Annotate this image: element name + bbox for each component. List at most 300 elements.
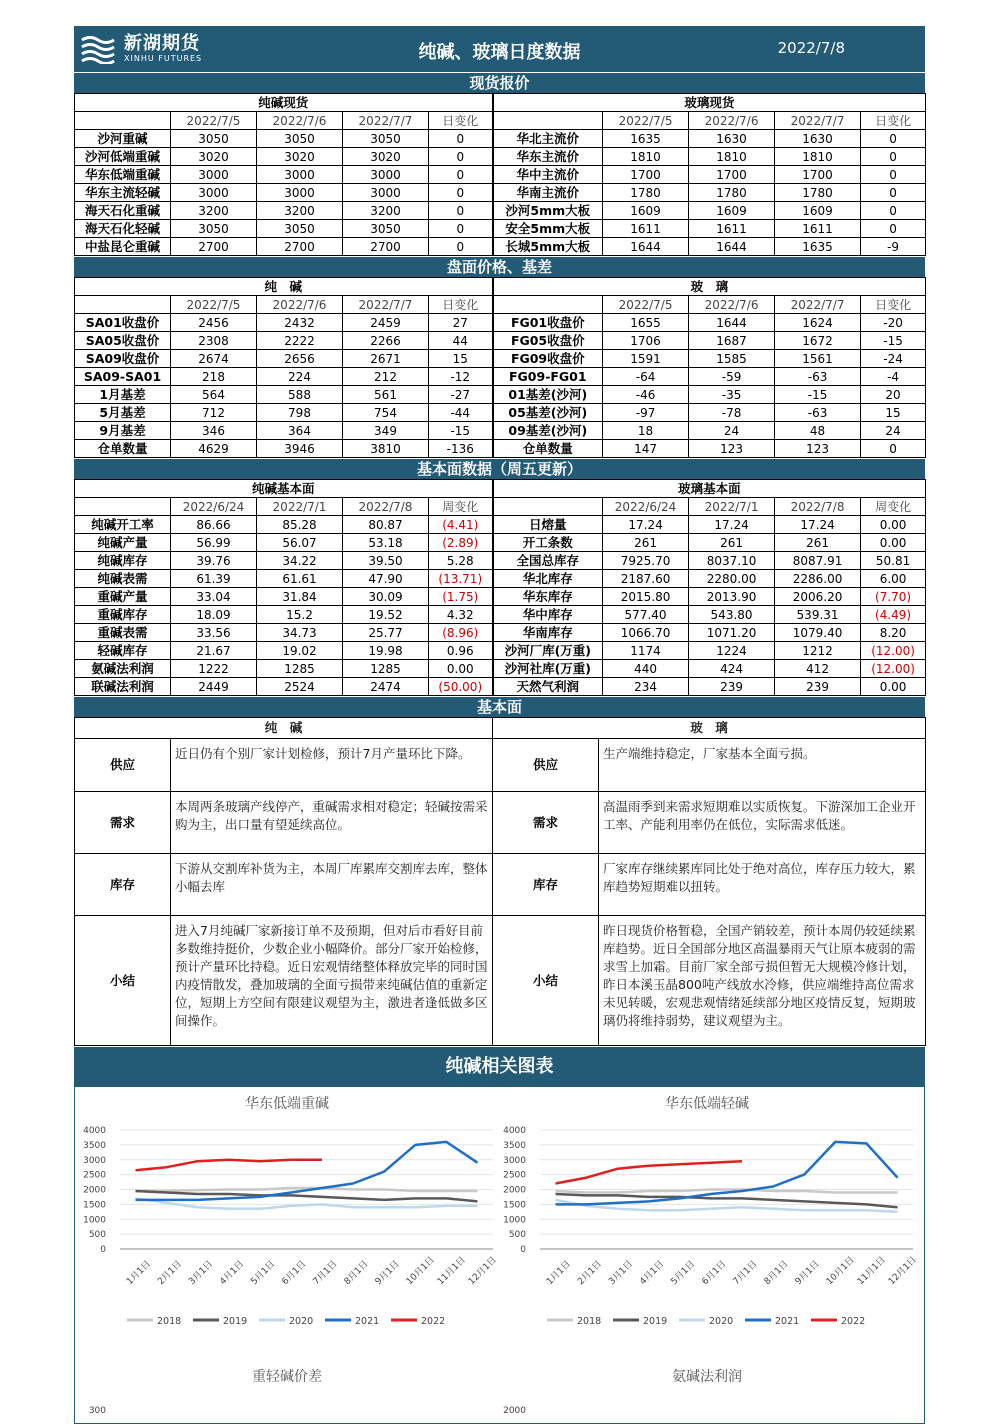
table-row [75,404,926,422]
table-row [75,166,926,184]
row-label: 华东低端重碱 [75,166,171,184]
value-cell: 0 [429,238,493,256]
value-cell: 0 [429,130,493,148]
value-cell: 0.00 [861,516,926,534]
value-cell: 2015.80 [603,588,689,606]
value-cell: 1222 [171,660,257,678]
row-label: 1月基差 [75,386,171,404]
value-cell: 15.2 [257,606,343,624]
row-label: 纯碱产量 [75,534,171,552]
row-label: 安全5mm大板 [493,220,603,238]
value-cell: 440 [603,660,689,678]
futures-table [74,277,926,458]
value-cell: 4.32 [429,606,493,624]
table-row [75,570,926,588]
basics-row [75,739,926,792]
column-header: 日变化 [429,112,493,130]
legend-label: 2021 [775,1316,800,1327]
value-cell: 3050 [171,220,257,238]
row-label: 华中库存 [493,606,603,624]
value-cell: 3000 [257,184,343,202]
x-tick-label: 8月1日 [342,1259,371,1288]
value-cell: 346 [171,422,257,440]
value-cell: 34.73 [257,624,343,642]
right-group-title: 玻璃现货 [493,94,926,112]
basics-right-text: 高温雨季到来需求短期难以实质恢复。下游深加工企业开工率、产能利用率仍在低位，实际需求低迷。 [599,792,926,854]
basics-left-text: 本周两条玻璃产线停产，重碱需求相对稳定；轻碱按需采购为主，出口量有望延续高位。 [171,792,493,854]
value-cell: 5.28 [429,552,493,570]
x-tick-label: 5月1日 [249,1259,278,1288]
row-label: 开工条数 [493,534,603,552]
row-label: 海天石化轻碱 [75,220,171,238]
value-cell: 19.02 [257,642,343,660]
value-cell: 8087.91 [775,552,861,570]
x-tick-label: 9月1日 [373,1259,402,1288]
y-tick-label: 3500 [503,1140,526,1151]
value-cell: 1700 [603,166,689,184]
y-tick-label: 500 [508,1230,526,1241]
y-tick-label: 500 [88,1230,106,1241]
value-cell: 424 [689,660,775,678]
column-header: 2022/7/6 [689,296,775,314]
x-tick-label: 1月1日 [545,1259,573,1288]
value-cell: 0 [861,220,926,238]
table-row [75,678,926,696]
value-cell: 33.56 [171,624,257,642]
value-cell: 1644 [689,238,775,256]
value-cell: -24 [861,350,926,368]
row-label: SA09收盘价 [75,350,171,368]
chart-title: 华东低端轻碱 [665,1096,749,1112]
row-label: 天然气利润 [493,678,603,696]
basics-row-label: 库存 [75,854,171,916]
chart-title: 华东低端重碱 [245,1096,329,1112]
value-cell: 0 [429,202,493,220]
value-cell: 3020 [343,148,429,166]
value-cell: 20 [861,386,926,404]
value-cell: 1066.70 [603,624,689,642]
column-header: 2022/7/1 [689,498,775,516]
row-label: 日熔量 [493,516,603,534]
column-header: 2022/7/7 [343,112,429,130]
value-cell: 0 [861,148,926,166]
column-header: 2022/7/5 [171,112,257,130]
row-label: FG09-FG01 [493,368,603,386]
table-row [75,368,926,386]
x-tick-label: 2月1日 [576,1259,605,1288]
basics-left-text: 近日仍有个别厂家计划检修，预计7月产量环比下降。 [171,739,493,792]
header-blank-cell [493,296,603,314]
charts-canvas [75,1087,926,1423]
value-cell: 17.24 [775,516,861,534]
logo-en-text: XINHU FUTURES [124,54,203,63]
value-cell: 2656 [257,350,343,368]
value-cell: 3946 [257,440,343,458]
value-cell: 6.00 [861,570,926,588]
legend-label: 2019 [643,1316,668,1327]
value-cell: -9 [861,238,926,256]
value-cell: 44 [429,332,493,350]
value-cell: 3000 [171,184,257,202]
series-line-2022 [136,1160,323,1170]
row-label: 华北库存 [493,570,603,588]
value-cell: 2449 [171,678,257,696]
basics-row [75,916,926,1046]
column-header: 2022/7/7 [343,296,429,314]
y-tick-label: 4000 [503,1126,526,1136]
table-row [75,202,926,220]
value-cell: (2.89) [429,534,493,552]
row-label: 纯碱库存 [75,552,171,570]
basics-right-text: 生产端维持稳定，厂家基本全面亏损。 [599,739,926,792]
column-header: 2022/7/6 [689,112,775,130]
value-cell: (50.00) [429,678,493,696]
value-cell: 2006.20 [775,588,861,606]
basics-left-text: 进入7月纯碱厂家新接订单不及预期，但对后市看好目前多数维持挺价，少数企业小幅降价。部分厂家开始检修，预计产量环比持稳。近日宏观情绪整体释放完毕的同时国内疫情散发，叠加玻璃的全面亏损带来纯碱估值的重新定位，短期上方空间有限建议观望为主，激进者逢低做多区间操作。 [171,916,493,1046]
value-cell: 0 [429,184,493,202]
value-cell: 1687 [689,332,775,350]
table-row [75,642,926,660]
series-line-2019 [556,1194,898,1207]
value-cell: -15 [429,422,493,440]
column-header: 2022/7/7 [775,112,861,130]
value-cell: 1655 [603,314,689,332]
table-row [75,314,926,332]
table-row [75,606,926,624]
value-cell: 4629 [171,440,257,458]
value-cell: -136 [429,440,493,458]
value-cell: -20 [861,314,926,332]
column-header: 日变化 [861,112,926,130]
value-cell: 15 [861,404,926,422]
row-label: 9月基差 [75,422,171,440]
row-label: 纯碱开工率 [75,516,171,534]
row-label: SA09-SA01 [75,368,171,386]
y-tick-label: 3000 [503,1155,526,1166]
value-cell: 0.00 [429,660,493,678]
table-row [75,386,926,404]
column-header: 周变化 [429,498,493,516]
value-cell: 2308 [171,332,257,350]
value-cell: 2700 [343,238,429,256]
x-tick-label: 4月1日 [638,1259,667,1288]
x-tick-label: 7月1日 [311,1259,340,1288]
legend-label: 2021 [355,1316,380,1327]
value-cell: 754 [343,404,429,422]
x-tick-label: 8月1日 [762,1259,791,1288]
value-cell: 0.00 [861,534,926,552]
y-tick-label: 2500 [503,1170,526,1181]
value-cell: -4 [861,368,926,386]
value-cell: 56.99 [171,534,257,552]
series-line-2020 [556,1200,898,1212]
basics-row-label: 供应 [75,739,171,792]
table-row [75,516,926,534]
value-cell: 19.52 [343,606,429,624]
value-cell: 3050 [343,130,429,148]
value-cell: 3200 [257,202,343,220]
value-cell: (8.96) [429,624,493,642]
x-tick-label: 4月1日 [218,1259,247,1288]
value-cell: 3050 [171,130,257,148]
futures-band: 盘面价格、基差 [74,256,925,277]
value-cell: 234 [603,678,689,696]
report-date: 2022/7/8 [777,39,845,57]
series-line-2022 [556,1161,743,1183]
value-cell: 18.09 [171,606,257,624]
value-cell: (4.41) [429,516,493,534]
x-tick-label: 5月1日 [669,1259,698,1288]
value-cell: 1585 [689,350,775,368]
value-cell: 2474 [343,678,429,696]
header-blank-cell [75,498,171,516]
row-label: 沙河低端重碱 [75,148,171,166]
value-cell: -12 [429,368,493,386]
row-label: 海天石化重碱 [75,202,171,220]
y-tick-label: 300 [88,1406,106,1416]
left-group-title: 纯 碱 [75,278,493,296]
value-cell: 218 [171,368,257,386]
value-cell: 2187.60 [603,570,689,588]
column-header: 2022/7/1 [257,498,343,516]
basics-table [74,717,926,1046]
row-label: SA01收盘价 [75,314,171,332]
x-tick-label: 3月1日 [187,1259,216,1288]
column-header: 2022/7/6 [257,296,343,314]
column-header: 2022/7/8 [343,498,429,516]
value-cell: 15 [429,350,493,368]
value-cell: 31.84 [257,588,343,606]
value-cell: 2013.90 [689,588,775,606]
value-cell: 19.98 [343,642,429,660]
value-cell: 1780 [775,184,861,202]
value-cell: 3200 [171,202,257,220]
basics-row-label: 库存 [493,854,599,916]
value-cell: 0 [861,166,926,184]
value-cell: (13.71) [429,570,493,588]
column-header: 2022/7/8 [775,498,861,516]
basics-band: 基本面 [74,696,925,717]
value-cell: -44 [429,404,493,422]
row-label: FG09收盘价 [493,350,603,368]
value-cell: 34.22 [257,552,343,570]
value-cell: 1079.40 [775,624,861,642]
value-cell: 2700 [171,238,257,256]
row-label: 沙河重碱 [75,130,171,148]
value-cell: (12.00) [861,660,926,678]
row-label: 华东主流价 [493,148,603,166]
value-cell: 7925.70 [603,552,689,570]
row-label: 09基差(沙河) [493,422,603,440]
column-header: 2022/7/6 [257,112,343,130]
row-label: 5月基差 [75,404,171,422]
value-cell: 3050 [257,220,343,238]
basics-row [75,854,926,916]
row-label: 沙河厂库(万重) [493,642,603,660]
legend-label: 2022 [841,1316,866,1327]
value-cell: 261 [689,534,775,552]
logo-cn-text: 新湖期货 [124,33,200,54]
value-cell: 1611 [603,220,689,238]
basics-row-label: 需求 [493,792,599,854]
value-cell: 3000 [343,184,429,202]
value-cell: 18 [603,422,689,440]
x-tick-label: 10月1日 [824,1255,857,1288]
value-cell: 1810 [603,148,689,166]
value-cell: (12.00) [861,642,926,660]
report-title: 纯碱、玻璃日度数据 [418,42,581,63]
value-cell: 3000 [171,166,257,184]
value-cell: 39.76 [171,552,257,570]
value-cell: 8.20 [861,624,926,642]
y-tick-label: 3500 [83,1140,106,1151]
value-cell: 0.96 [429,642,493,660]
row-label: 华中主流价 [493,166,603,184]
charts-section [74,1087,925,1424]
y-tick-label: 2500 [83,1170,106,1181]
table-row [75,534,926,552]
spot-table [74,93,926,256]
value-cell: 212 [343,368,429,386]
row-label: 仓单数量 [75,440,171,458]
value-cell: 224 [257,368,343,386]
value-cell: 21.67 [171,642,257,660]
basics-row-label: 供应 [493,739,599,792]
table-row [75,660,926,678]
table-row [75,130,926,148]
y-tick-label: 0 [100,1245,106,1255]
row-label: 沙河5mm大板 [493,202,603,220]
value-cell: 1635 [775,238,861,256]
table-row [75,624,926,642]
value-cell: 239 [689,678,775,696]
value-cell: 3000 [343,166,429,184]
row-label: FG05收盘价 [493,332,603,350]
table-row [75,238,926,256]
value-cell: 712 [171,404,257,422]
row-label: 重碱产量 [75,588,171,606]
value-cell: 2524 [257,678,343,696]
value-cell: -97 [603,404,689,422]
fundamentals-table [74,479,926,696]
value-cell: 543.80 [689,606,775,624]
value-cell: 86.66 [171,516,257,534]
value-cell: 1609 [775,202,861,220]
value-cell: 412 [775,660,861,678]
left-group-title: 纯碱基本面 [75,480,493,498]
value-cell: 1212 [775,642,861,660]
y-tick-label: 2000 [503,1406,526,1416]
value-cell: 588 [257,386,343,404]
value-cell: 2286.00 [775,570,861,588]
header-blank-cell [493,112,603,130]
value-cell: -63 [775,368,861,386]
table-row [75,588,926,606]
column-header: 周变化 [861,498,926,516]
value-cell: -27 [429,386,493,404]
value-cell: 0 [861,130,926,148]
value-cell: 2700 [257,238,343,256]
value-cell: 53.18 [343,534,429,552]
value-cell: 24 [689,422,775,440]
value-cell: -59 [689,368,775,386]
table-row [75,350,926,368]
value-cell: 1700 [689,166,775,184]
value-cell: 2456 [171,314,257,332]
legend-label: 2020 [709,1316,734,1327]
value-cell: 798 [257,404,343,422]
value-cell: -64 [603,368,689,386]
value-cell: -15 [861,332,926,350]
value-cell: 261 [603,534,689,552]
value-cell: 47.90 [343,570,429,588]
row-label: 01基差(沙河) [493,386,603,404]
y-tick-label: 3000 [83,1155,106,1166]
x-tick-label: 9月1日 [793,1259,822,1288]
y-tick-label: 0 [520,1245,526,1255]
basics-right-title: 玻 璃 [493,718,926,739]
y-tick-label: 4000 [83,1126,106,1136]
value-cell: 3020 [257,148,343,166]
value-cell: -78 [689,404,775,422]
value-cell: 1700 [775,166,861,184]
row-label: 华东主流轻碱 [75,184,171,202]
basics-row-label: 需求 [75,792,171,854]
row-label: 纯碱表需 [75,570,171,588]
x-tick-label: 11月1日 [855,1255,888,1288]
value-cell: 1611 [775,220,861,238]
value-cell: 577.40 [603,606,689,624]
basics-right-text: 昨日现货价格暂稳，全国产销较差，预计本周仍较延续累库趋势。近日全国部分地区高温暴雨天气让原本疲弱的需求雪上加霜。目前厂家全部亏损但暂无大规模冷修计划，昨日本溪玉晶800吨产线放水冷修，供应端维持高位需求未见转暖，宏观悲观情绪延续部分地区疫情反复，短期玻璃仍将维持弱势，建议观望为主。 [599,916,926,1046]
charts-band: 纯碱相关图表 [74,1046,925,1087]
fundamentals-band: 基本面数据（周五更新） [74,458,925,479]
value-cell: 147 [603,440,689,458]
x-tick-label: 2月1日 [156,1259,185,1288]
basics-row-label: 小结 [493,916,599,1046]
row-label: 轻碱库存 [75,642,171,660]
column-header: 2022/7/5 [603,112,689,130]
value-cell: 48 [775,422,861,440]
column-header: 2022/7/7 [775,296,861,314]
value-cell: (7.70) [861,588,926,606]
value-cell: 3050 [257,130,343,148]
x-tick-label: 6月1日 [280,1259,309,1288]
row-label: SA05收盘价 [75,332,171,350]
value-cell: -35 [689,386,775,404]
value-cell: 1810 [689,148,775,166]
basics-right-text: 厂家库存继续累库同比处于绝对高位，库存压力较大，累库趋势短期难以扭转。 [599,854,926,916]
value-cell: -63 [775,404,861,422]
value-cell: 564 [171,386,257,404]
value-cell: 3810 [343,440,429,458]
chart-title: 重轻碱价差 [252,1369,322,1385]
value-cell: -46 [603,386,689,404]
value-cell: 17.24 [603,516,689,534]
row-label: 沙河社库(万重) [493,660,603,678]
value-cell: 1810 [775,148,861,166]
y-tick-label: 2000 [83,1185,106,1196]
y-tick-label: 1500 [503,1200,526,1211]
legend-label: 2018 [577,1316,602,1327]
basics-left-text: 下游从交割库补货为主，本周厂库累库交割库去库，整体小幅去库 [171,854,493,916]
row-label: 联碱法利润 [75,678,171,696]
table-row [75,148,926,166]
row-label: 华北主流价 [493,130,603,148]
value-cell: -15 [775,386,861,404]
value-cell: 123 [689,440,775,458]
value-cell: 364 [257,422,343,440]
value-cell: 0 [429,220,493,238]
